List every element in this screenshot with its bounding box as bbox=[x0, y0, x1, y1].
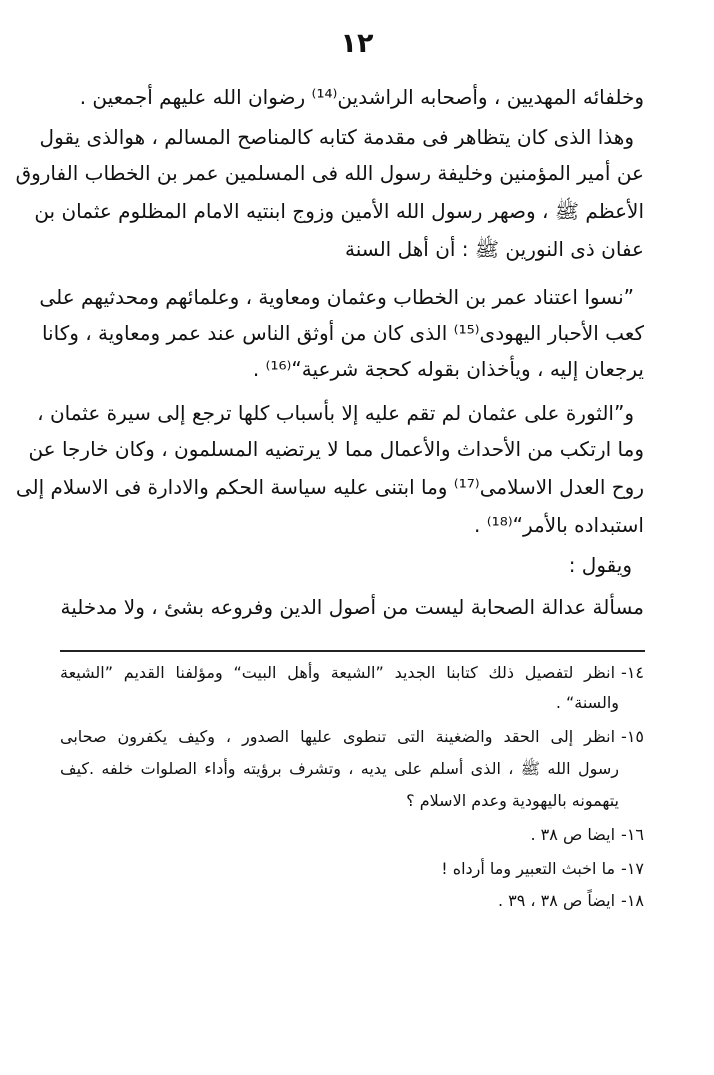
body-line-1: وخلفائه المهديين ، وأصحابه الراشدين⁽¹⁴⁾ رضوان الله عليهم أجمعين . bbox=[79, 85, 644, 109]
footnote-text: ايضاً ص ٣٨ ، ٣٩ . bbox=[497, 891, 616, 910]
body-line-10: وما ارتكب من الأحداث والأعمال مما لا يرتضيه المسلمون ، وكان خارجا عن bbox=[28, 437, 644, 461]
body-line-9: و”الثورة على عثمان لم تقم عليه إلا بأسباب كلها ترجع إلى سيرة عثمان ، bbox=[37, 401, 634, 425]
page-number: ١٢ bbox=[340, 28, 374, 59]
body-line-2: وهذا الذى كان يتظاهر فى مقدمة كتابه كالمناصح المسالم ، هوالذى يقول bbox=[39, 125, 634, 149]
footnote-18 bbox=[60, 888, 644, 914]
body-line-8: يرجعان إليه ، ويأخذان بقوله كحجة شرعية“⁽¹⁶⁾ . bbox=[252, 357, 644, 381]
body-line-12: استبداده بالأمر“⁽¹⁸⁾ . bbox=[474, 513, 644, 537]
body-line-4: الأعظم ﷺ ، وصهر رسول الله الأمين وزوج ابنتيه الامام المظلوم عثمان بن bbox=[34, 199, 644, 223]
footnote-16 bbox=[60, 822, 644, 848]
footnote-number: ١٨- bbox=[621, 891, 644, 910]
footnote-14-cont: والسنة“ . bbox=[555, 693, 619, 712]
footnote-text: انظر لتفصيل ذلك كتابنا الجديد ”الشيعة وأهل البيت“ ومؤلفنا القديم ”الشيعة bbox=[60, 663, 616, 682]
footnote-15-cont-2: يتهمونه باليهودية وعدم الاسلام ؟ bbox=[406, 791, 619, 810]
footnote-15 bbox=[60, 724, 644, 750]
footnote-text: ما اخبث التعبير وما أرداه ! bbox=[441, 859, 616, 878]
footnote-number: ١٦- bbox=[621, 825, 644, 844]
body-line-5: عفان ذى النورين ﷺ : أن أهل السنة bbox=[344, 237, 644, 261]
body-line-14: مسألة عدالة الصحابة ليست من أصول الدين وفروعه بشئ ، ولا مدخلية bbox=[60, 595, 644, 619]
footnote-17 bbox=[60, 856, 644, 882]
body-line-3: عن أمير المؤمنين وخليفة رسول الله فى المسلمين عمر بن الخطاب الفاروق bbox=[15, 161, 644, 185]
footnote-divider bbox=[60, 650, 645, 652]
footnote-number: ١٧- bbox=[621, 859, 644, 878]
footnote-14 bbox=[60, 660, 644, 686]
footnote-15-cont-1: رسول الله ﷺ ، الذى أسلم على يديه ، وتشرف برؤيته وأداء الصلوات خلفه .كيف bbox=[60, 759, 619, 778]
body-line-13: ويقول : bbox=[568, 553, 632, 577]
body-line-6: ”نسوا اعتناد عمر بن الخطاب وعثمان ومعاوية ، وعلمائهم ومحدثيهم على bbox=[39, 285, 634, 309]
body-line-7: كعب الأحبار اليهودى⁽¹⁵⁾ الذى كان من أوثق الناس عند عمر ومعاوية ، وكانا bbox=[41, 321, 644, 345]
footnote-text: ايضا ص ٣٨ . bbox=[530, 825, 616, 844]
footnote-number: ١٤- bbox=[621, 663, 644, 682]
body-line-11: روح العدل الاسلامى⁽¹⁷⁾ وما ابتنى عليه سياسة الحكم والادارة فى الاسلام إلى bbox=[15, 475, 644, 499]
footnote-number: ١٥- bbox=[621, 727, 644, 746]
footnote-text: انظر إلى الحقد والضغينة التى تنطوى عليها الصدور ، وكيف يكفرون صحابى bbox=[60, 727, 616, 746]
